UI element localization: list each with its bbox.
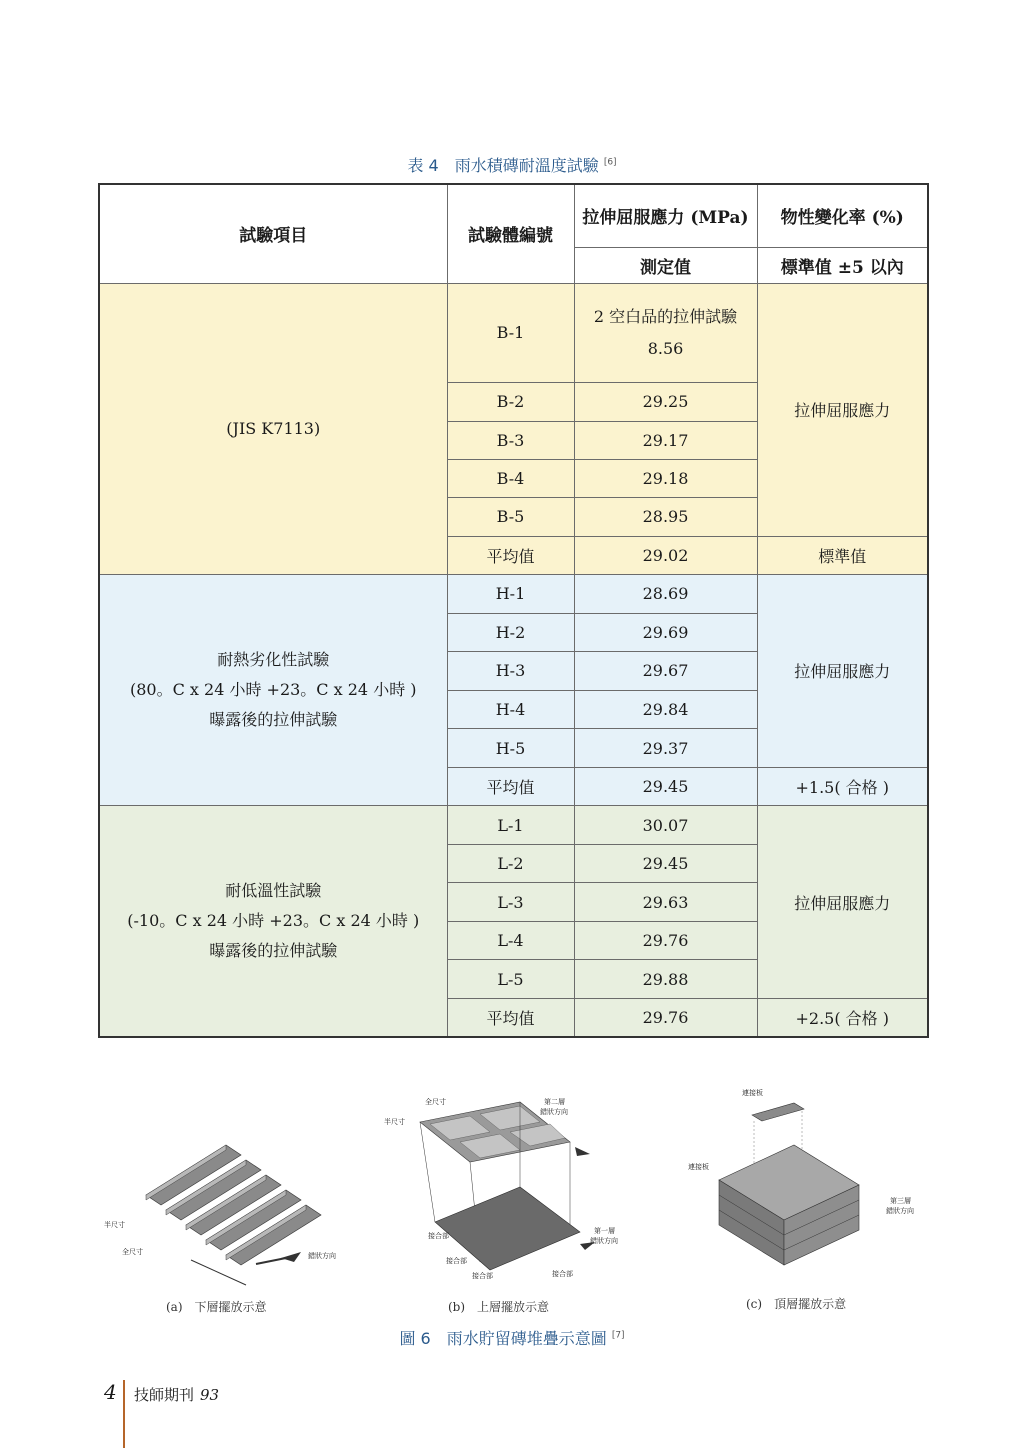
measured-value-line: 29.88 <box>642 969 689 989</box>
average-value-cell: 29.02 <box>574 536 757 574</box>
journal-name: 技師期刊 <box>134 1386 195 1404</box>
measured-value-line: 29.67 <box>642 661 689 681</box>
table-caption <box>0 153 1024 176</box>
measured-value-line: 29.76 <box>642 931 689 951</box>
measured-value-cell <box>574 728 757 767</box>
header-tensile: 拉伸屈服應力 (MPa) <box>574 184 757 247</box>
figure-b-label-layer2-b: 錯狀方向 <box>540 1108 568 1116</box>
figure-caption-ref: [7] <box>611 1330 625 1341</box>
specimen-id-cell: L-1 <box>447 806 574 845</box>
specimen-id-cell: B-1 <box>447 283 574 382</box>
change-rate-cell: 拉伸屈服應力 <box>757 806 928 999</box>
measured-value-line: 28.69 <box>642 584 689 604</box>
specimen-id-cell: L-2 <box>447 845 574 883</box>
test-item-cell <box>99 806 447 1037</box>
page-number: 4 <box>104 1380 117 1404</box>
average-rate-cell: 標準值 <box>757 536 928 574</box>
figure-b-label-layer1-a: 第一層 <box>594 1227 615 1235</box>
test-item-line: (JIS K7113) <box>226 418 321 438</box>
test-item-cell <box>99 574 447 805</box>
figure-b-label-joint2: 接合部 <box>446 1257 467 1265</box>
measured-value-cell <box>574 960 757 999</box>
figure-b-label-joint3: 接合部 <box>472 1272 493 1280</box>
change-rate-cell: 拉伸屈服應力 <box>757 283 928 536</box>
measured-value-line: 2 空白品的拉伸試驗 <box>593 306 738 326</box>
figure-b-label-half: 半尺寸 <box>384 1118 405 1126</box>
measured-value-line: 29.18 <box>642 468 689 488</box>
table-caption-ref: [6] <box>603 157 617 168</box>
average-rate-cell: +2.5( 合格 ) <box>757 999 928 1037</box>
measured-value-cell <box>574 651 757 690</box>
specimen-id-cell: H-5 <box>447 728 574 767</box>
specimen-id-cell: L-4 <box>447 922 574 960</box>
measured-value-line: 29.17 <box>642 430 689 450</box>
measured-value-cell <box>574 922 757 960</box>
figure-b <box>380 1092 640 1314</box>
specimen-id-cell: H-2 <box>447 613 574 651</box>
measured-value-cell <box>574 283 757 382</box>
figure-c-drawing <box>684 1085 934 1290</box>
table-body <box>99 184 928 1037</box>
test-item-line: 曝露後的拉伸試驗 <box>209 941 338 961</box>
figure-b-label-layer2-a: 第二層 <box>544 1098 565 1106</box>
specimen-id-cell: B-5 <box>447 497 574 536</box>
measured-value-cell <box>574 845 757 883</box>
measured-value-line: 29.84 <box>642 699 689 719</box>
specimen-id-cell: B-2 <box>447 382 574 421</box>
measured-value-cell <box>574 690 757 728</box>
test-item-cell <box>99 283 447 574</box>
test-item-line: 曝露後的拉伸試驗 <box>209 709 338 729</box>
figure-c-caption: (c) 頂層擺放示意 <box>746 1297 847 1311</box>
header-standard: 標準值 ±5 以內 <box>757 247 928 283</box>
journal-title <box>134 1384 219 1405</box>
journal-issue: 93 <box>200 1386 220 1404</box>
header-measured: 測定值 <box>574 247 757 283</box>
header-test-item: 試驗項目 <box>99 184 447 283</box>
specimen-id-cell: L-5 <box>447 960 574 999</box>
figure-c-label-connector-top: 連接板 <box>742 1089 763 1097</box>
figure-a-label-half: 半尺寸 <box>104 1221 125 1229</box>
average-label-cell: 平均值 <box>447 999 574 1037</box>
measured-value-line: 30.07 <box>642 815 689 835</box>
measured-value-line: 29.63 <box>642 892 689 912</box>
measured-value-line: 8.56 <box>647 338 684 358</box>
header-change-rate: 物性變化率 (%) <box>757 184 928 247</box>
figure-caption-text: 圖 6 雨水貯留磚堆疊示意圖 <box>399 1329 607 1348</box>
figure-a-drawing <box>96 1130 366 1290</box>
measured-value-cell <box>574 574 757 613</box>
table-row <box>99 283 928 382</box>
specimen-id-cell: B-3 <box>447 421 574 459</box>
figure-c-label-layer3-b: 錯狀方向 <box>886 1207 914 1215</box>
figure-b-drawing <box>380 1092 640 1292</box>
change-rate-cell: 拉伸屈服應力 <box>757 574 928 767</box>
measured-value-cell <box>574 382 757 421</box>
figure-a-label-direction: 錯狀方向 <box>308 1252 336 1260</box>
temperature-test-table <box>98 183 929 1038</box>
footer-rule <box>123 1380 125 1448</box>
measured-value-cell <box>574 497 757 536</box>
test-item-line: (-10。C x 24 小時 +23。C x 24 小時 ) <box>127 911 420 931</box>
figure-a-caption: (a) 下層擺放示意 <box>166 1300 267 1314</box>
measured-value-line: 29.37 <box>642 738 689 758</box>
table-row <box>99 574 928 613</box>
measured-value-cell <box>574 421 757 459</box>
figure-b-label-layer1-b: 錯狀方向 <box>590 1237 618 1245</box>
specimen-id-cell: H-3 <box>447 651 574 690</box>
measured-value-cell <box>574 459 757 497</box>
measured-value-cell <box>574 806 757 845</box>
average-value-cell: 29.76 <box>574 999 757 1037</box>
average-label-cell: 平均值 <box>447 768 574 806</box>
figure-a-label-full: 全尺寸 <box>122 1248 143 1256</box>
figure-c-label-layer3-a: 第三層 <box>890 1197 911 1205</box>
figure-c <box>684 1085 934 1311</box>
specimen-id-cell: H-1 <box>447 574 574 613</box>
figure-b-caption: (b) 上層擺放示意 <box>448 1300 550 1314</box>
average-value-cell: 29.45 <box>574 768 757 806</box>
header-row <box>99 184 928 247</box>
figure-caption <box>0 1326 1024 1349</box>
measured-value-line: 29.69 <box>642 622 689 642</box>
table-row <box>99 806 928 845</box>
figure-a <box>96 1130 366 1314</box>
specimen-id-cell: H-4 <box>447 690 574 728</box>
measured-value-cell <box>574 613 757 651</box>
average-rate-cell: +1.5( 合格 ) <box>757 768 928 806</box>
test-item-line: 耐低溫性試驗 <box>225 881 322 901</box>
table-caption-text: 表 4 雨水積磚耐溫度試驗 <box>407 156 599 175</box>
figure-b-label-joint1: 接合部 <box>428 1232 449 1240</box>
average-label-cell: 平均值 <box>447 536 574 574</box>
test-item-line: (80。C x 24 小時 +23。C x 24 小時 ) <box>129 679 417 699</box>
test-item-line: 耐熱劣化性試驗 <box>217 649 330 669</box>
figure-b-label-full: 全尺寸 <box>425 1098 446 1106</box>
figure-c-label-connector-side: 連接板 <box>688 1163 709 1171</box>
measured-value-line: 29.45 <box>642 854 689 874</box>
header-specimen-no: 試驗體編號 <box>447 184 574 283</box>
specimen-id-cell: B-4 <box>447 459 574 497</box>
measured-value-cell <box>574 883 757 922</box>
specimen-id-cell: L-3 <box>447 883 574 922</box>
figure-b-label-joint4: 接合部 <box>552 1270 573 1278</box>
measured-value-line: 28.95 <box>642 507 689 527</box>
measured-value-line: 29.25 <box>642 392 689 412</box>
